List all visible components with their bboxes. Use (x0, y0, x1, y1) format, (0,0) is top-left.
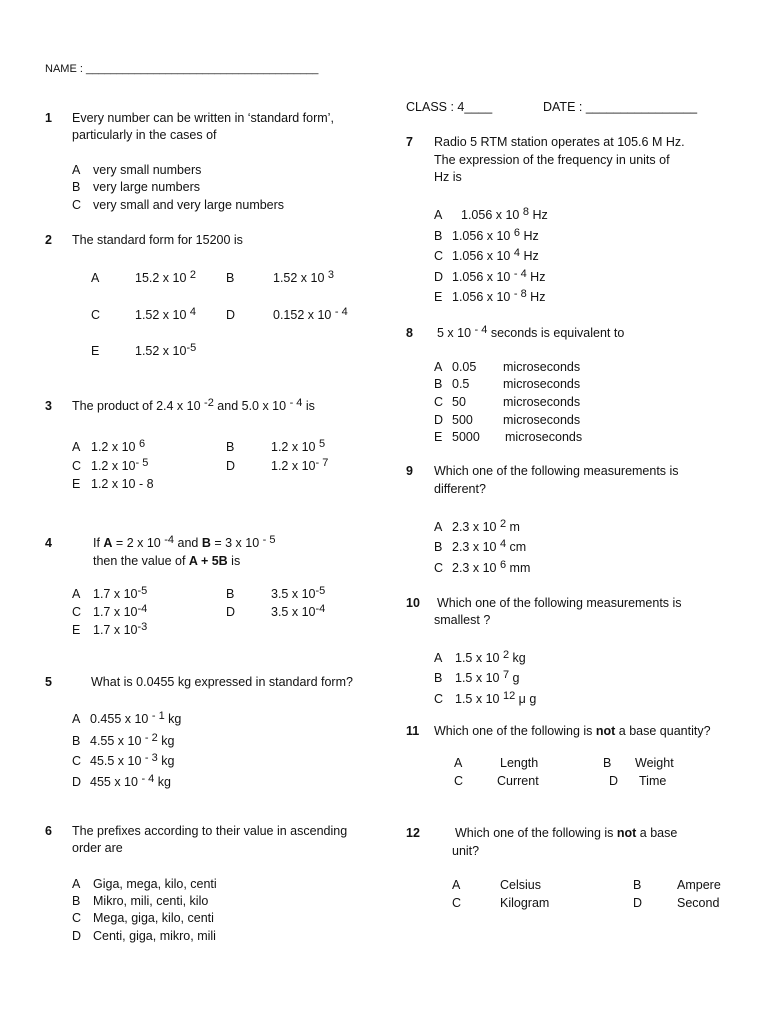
option-letter: E (72, 477, 81, 491)
question-number: 12 (406, 826, 420, 840)
option-letter: A (434, 520, 443, 534)
option-text: 2.3 x 10 $^6$ mm (452, 559, 531, 575)
option-text: 1.056 x 10 $^{- 8}$ Hz (452, 288, 546, 304)
option-unit: microseconds (503, 395, 581, 409)
question-number: 1 (45, 111, 52, 125)
option-letter: B (226, 587, 235, 601)
option-text: 0.455 x 10 $^{- 1}$ kg (90, 710, 182, 726)
option-letter: C (434, 561, 444, 575)
option-letter: B (226, 440, 235, 454)
option-letter: E (434, 290, 443, 304)
option-letter: C (72, 605, 82, 619)
question-number: 5 (45, 675, 52, 689)
option-letter: D (226, 459, 236, 473)
option-letter: C (454, 774, 464, 788)
option-text: 2.3 x 10 $^2$ m (452, 518, 520, 534)
question-text: then the value of A + 5B is (93, 554, 241, 568)
option-letter: A (72, 163, 81, 177)
option-text: 3.5 x $10^{-5}$ (271, 585, 326, 601)
option-text: Celsius (500, 878, 541, 892)
option-text: Centi, giga, mikro, mili (93, 929, 216, 943)
option-text: 1.5 x 10 $^{12}$ μ g (455, 690, 537, 706)
option-text: 1.2 x $10^{- 7}$ (271, 457, 329, 473)
option-text: 1.2 x 10 $^5$ (271, 438, 326, 454)
question-number: 4 (45, 536, 52, 550)
option-unit: microseconds (503, 377, 581, 391)
option-value: 50 (452, 395, 466, 409)
option-text: Mega, giga, kilo, centi (93, 911, 214, 925)
option-letter: D (633, 896, 643, 910)
question-text: The prefixes according to their value in ascending (72, 824, 348, 838)
option-letter: A (72, 587, 81, 601)
option-letter: C (91, 308, 101, 322)
option-text: 1.2 x 10 - 8 (91, 477, 154, 491)
question-number: 3 (45, 399, 52, 413)
question-text: particularly in the cases of (72, 128, 217, 142)
option-letter: B (603, 756, 612, 770)
option-unit: microseconds (503, 360, 581, 374)
option-letter: C (452, 896, 462, 910)
option-letter: D (72, 775, 82, 789)
option-letter: B (72, 734, 81, 748)
option-unit: microseconds (505, 430, 583, 444)
question-text: different? (434, 482, 486, 496)
question-text: What is 0.0455 kg expressed in standard form? (91, 675, 353, 689)
option-text: Time (639, 774, 667, 788)
question-text: order are (72, 841, 123, 855)
option-text: 4.55 x 10 $^{- 2}$ kg (90, 732, 175, 748)
option-letter: A (91, 271, 100, 285)
option-text: 1.7 x $10^{-3}$ (93, 621, 148, 637)
question-number: 10 (406, 596, 420, 610)
question-text: 5 x 10 $^{- 4}$ seconds is equivalent to (437, 324, 625, 340)
question-number: 8 (406, 326, 413, 340)
option-text: 3.5 x $10^{-4}$ (271, 603, 326, 619)
option-letter: B (434, 540, 443, 554)
option-text: 1.5 x 10 $^2$ kg (455, 649, 526, 665)
question-text: Which one of the following is not a base (455, 826, 678, 840)
option-text: Mikro, mili, centi, kilo (93, 894, 209, 908)
option-text: very large numbers (93, 180, 200, 194)
option-letter: C (72, 754, 82, 768)
option-letter: C (434, 249, 444, 263)
option-letter: B (633, 878, 642, 892)
question-number: 7 (406, 135, 413, 149)
name-field-label: NAME : ______________________________________ (45, 63, 319, 75)
question-text: unit? (452, 844, 480, 858)
question-text: Hz is (434, 170, 462, 184)
question-text: Which one of the following measurements is (434, 464, 679, 478)
option-letter: C (434, 395, 444, 409)
option-text: 1.52 x 10 $^4$ (135, 306, 197, 322)
option-letter: D (226, 308, 236, 322)
question-text: If A = 2 x 10 $^{-4}$ and B = 3 x 10 $^{- 5}$ (93, 534, 276, 550)
option-text: very small and very large numbers (93, 198, 285, 212)
option-letter: A (434, 208, 443, 222)
option-letter: B (434, 377, 443, 391)
option-letter: D (434, 413, 444, 427)
option-letter: B (434, 229, 443, 243)
option-letter: A (72, 712, 81, 726)
option-letter: A (72, 440, 81, 454)
question-text: smallest ? (434, 613, 491, 627)
class-field-label: CLASS : 4____ (406, 100, 493, 114)
question-text: Which one of the following is not a base quantity? (434, 724, 711, 738)
option-letter: A (72, 877, 81, 891)
option-letter: E (91, 344, 100, 358)
option-letter: A (452, 878, 461, 892)
question-text: The expression of the frequency in units of (434, 153, 670, 167)
option-text: 1.056 x 10 $^{- 4}$ Hz (452, 268, 546, 284)
option-value: 500 (452, 413, 473, 427)
option-letter: D (226, 605, 236, 619)
option-letter: A (434, 651, 443, 665)
option-unit: microseconds (503, 413, 581, 427)
option-text: 0.152 x 10 $^{- 4}$ (273, 306, 348, 322)
question-number: 2 (45, 233, 52, 247)
option-value: 0.05 (452, 360, 477, 374)
option-letter: D (72, 929, 82, 943)
option-letter: D (434, 270, 444, 284)
question-number: 6 (45, 824, 52, 838)
option-letter: C (72, 198, 82, 212)
option-text: 455 x 10 $^{- 4}$ kg (90, 773, 171, 789)
option-letter: E (72, 623, 81, 637)
option-text: 1.52 x $10^{-5}$ (135, 342, 197, 358)
option-text: Kilogram (500, 896, 550, 910)
option-text: Weight (635, 756, 674, 770)
option-text: Length (500, 756, 539, 770)
question-number: 11 (406, 724, 420, 738)
option-text: 1.7 x $10^{-5}$ (93, 585, 148, 601)
date-field-label: DATE : ________________ (543, 100, 698, 114)
option-text: Current (497, 774, 539, 788)
option-letter: B (226, 271, 235, 285)
question-text: Every number can be written in ‘standard form’, (72, 111, 334, 125)
option-text: 1.2 x 10 $^6$ (91, 438, 146, 454)
option-text: 2.3 x 10 $^4$ cm (452, 538, 527, 554)
option-letter: D (609, 774, 619, 788)
question-text: Which one of the following measurements is (437, 596, 682, 610)
option-text: 1.2 x $10^{- 5}$ (91, 457, 149, 473)
option-value: 0.5 (452, 377, 470, 391)
option-text: Giga, mega, kilo, centi (93, 877, 217, 891)
option-letter: E (434, 430, 443, 444)
option-text: 1.52 x 10 $^3$ (273, 269, 335, 285)
option-letter: C (72, 459, 82, 473)
option-text: 45.5 x 10 $^{- 3}$ kg (90, 752, 175, 768)
option-text: 1.056 x 10 $^8$ Hz (461, 206, 548, 222)
question-text: Radio 5 RTM station operates at 105.6 M Hz. (434, 135, 685, 149)
option-text: 15.2 x 10 $^2$ (135, 269, 197, 285)
option-letter: B (434, 671, 443, 685)
option-text: 1.7 x $10^{-4}$ (93, 603, 148, 619)
option-text: 1.056 x 10 $^4$ Hz (452, 247, 539, 263)
option-letter: A (454, 756, 463, 770)
question-number: 9 (406, 464, 413, 478)
option-text: 1.056 x 10 $^6$ Hz (452, 227, 539, 243)
option-letter: A (434, 360, 443, 374)
option-letter: C (72, 911, 82, 925)
option-text: Second (677, 896, 720, 910)
option-value: 5000 (452, 430, 480, 444)
option-text: Ampere (677, 878, 721, 892)
question-text: The product of 2.4 x 10 $^{-2}$ and 5.0 x 10 $^{- 4}$ is (72, 397, 315, 413)
option-text: 1.5 x 10 $^7$ g (455, 669, 520, 685)
option-letter: B (72, 180, 81, 194)
question-text: The standard form for 15200 is (72, 233, 243, 247)
option-letter: C (434, 692, 444, 706)
option-text: very small numbers (93, 163, 202, 177)
option-letter: B (72, 894, 81, 908)
